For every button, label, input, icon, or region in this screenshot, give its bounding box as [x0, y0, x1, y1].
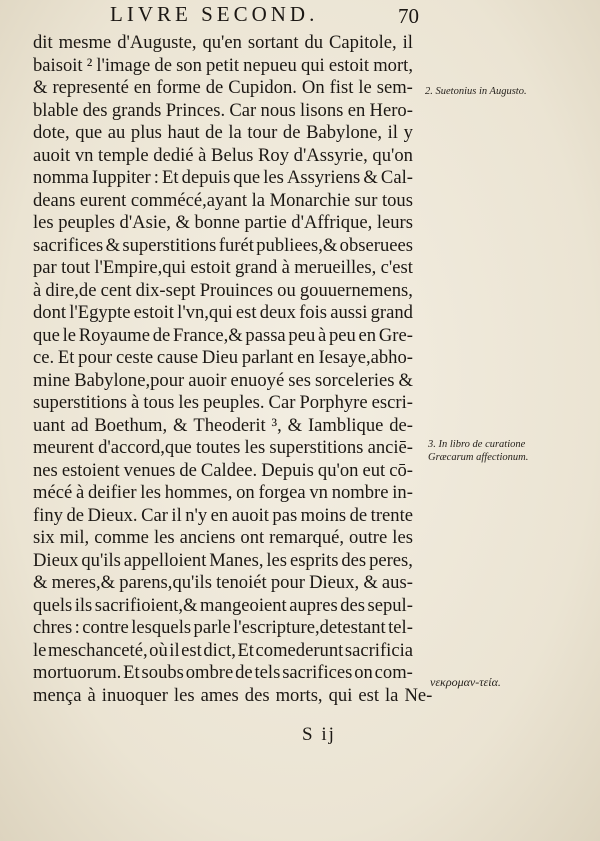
margin-note-suetonius: 2. Suetonius in Augusto. [425, 86, 527, 97]
body-line: dote, que au plus haut de la tour de Babylone, il y [33, 122, 413, 143]
body-line: meurent d'accord,que toutes les superstitions anciē- [33, 437, 413, 458]
body-line: & representé en forme de Cupidon. On fist le sem- [33, 77, 413, 98]
body-line: six mil, comme les anciens ont remarqué, outre les [33, 527, 413, 548]
body-line: blable des grands Princes. Car nous lisons en Hero- [33, 99, 413, 121]
margin-note-greek: νεκρομαν-τεία. [430, 675, 501, 689]
body-line: nomma Iuppiter : Et depuis que les Assyriens & Cal- [33, 167, 413, 188]
body-line: mença à inuoquer les ames des morts, qui est la Ne- [33, 684, 433, 706]
running-head: LIVRE SECOND. [110, 2, 319, 26]
body-line: superstitions à tous les peuples. Car Porphyre escri- [33, 392, 413, 413]
body-line: deans eurent commécé,ayant la Monarchie sur tous [33, 189, 413, 211]
body-text [33, 32, 433, 707]
body-line: quels ils sacrifioient,& mangeoient aupres des sepul- [33, 594, 413, 616]
body-line: dont l'Egypte estoit l'vn,qui est deux fois aussi grand [33, 302, 413, 323]
body-line: dit mesme d'Auguste, qu'en sortant du Capitole, il [33, 32, 413, 53]
page-number: 70 [398, 4, 419, 28]
body-line: Dieux qu'ils appelloient Manes, les esprits des peres, [33, 549, 413, 571]
body-line: mécé à deifier les hommes, on forgea vn nombre in- [33, 482, 413, 503]
body-line: mine Babylone,pour auoir enuoyé ses sorceleries & [33, 369, 413, 391]
body-line: uant ad Boethum, & Theoderit ³, & Iamblique de- [33, 414, 413, 436]
margin-note-curatione: 3. In libro de curatione Græcarum affectionum. [428, 439, 529, 463]
body-line: que le Royaume de France,& passa peu à peu en Gre- [33, 324, 413, 346]
body-line: & meres,& parens,qu'ils tenoiét pour Dieux, & aus- [33, 572, 413, 593]
body-line: auoit vn temple dedié à Belus Roy d'Assyrie, qu'on [33, 144, 413, 166]
body-line: par tout l'Empire,qui estoit grand à merueilles, c'est [33, 257, 413, 278]
signature-mark: S ij [302, 724, 336, 745]
body-line: finy de Dieux. Car il n'y en auoit pas moins de trente [33, 504, 413, 526]
body-line: ce. Et pour ceste cause Dieu parlant en Iesaye,abho- [33, 347, 413, 368]
body-line: à dire,de cent dix-sept Prouinces ou gouuernemens, [33, 279, 413, 301]
body-line: baisoit ² l'image de son petit nepueu qui estoit mort, [33, 54, 413, 76]
body-line: sacrifices & superstitions furét publiees,& obseruees [33, 234, 413, 256]
body-line: les peuples d'Asie, & bonne partie d'Affrique, leurs [33, 212, 413, 233]
body-line: chres : contre lesquels parle l'escripture,detestant tel- [33, 617, 413, 638]
body-line: le meschanceté, où il est dict, Et comederunt sacrificia [33, 639, 413, 661]
body-line: mortuorum. Et soubs ombre de tels sacrifices on com- [33, 662, 413, 683]
body-line: nes estoient venues de Caldee. Depuis qu'on eut cō- [33, 459, 413, 481]
